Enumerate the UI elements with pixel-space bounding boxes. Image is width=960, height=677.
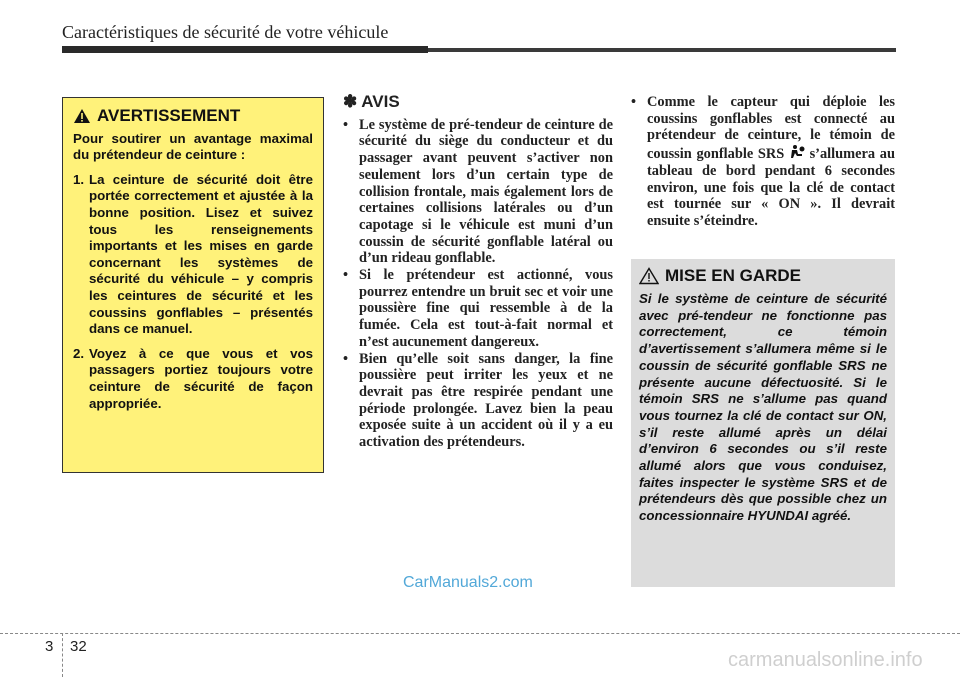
srs-column: [631, 94, 895, 230]
warning-triangle-icon: [73, 108, 91, 124]
warning-item-text: Voyez à ce que vous et vos passagers portiez toujours votre ceinture de sécurité de façon appropriée.: [89, 345, 313, 411]
warning-item-number: 1.: [73, 171, 85, 187]
bullet-icon: •: [343, 350, 349, 367]
notice-bullet-text: Bien qu’elle soit sans danger, la fine poussière peut irriter les yeux et ne devrait pas être respirée pendant une période prolongée. Lavez bien la peau exposée suite à un accident où il y a eu activation des prétendeurs.: [359, 350, 613, 451]
notice-bullet-text: Si le prétendeur est actionné, vous pourrez entendre un bruit sec et voir une poussière fine qui ressemble à de la fumée. Cela est tout-à-fait normal et n’est aucunement dangereux.: [359, 267, 613, 350]
page-header-title: Caractéristiques de sécurité de votre véhicule: [62, 22, 389, 42]
caution-title: MISE EN GARDE: [665, 265, 802, 285]
bullet-icon: •: [343, 116, 349, 133]
warning-title: AVERTISSEMENT: [97, 106, 241, 125]
asterisk-icon: ✽: [343, 92, 358, 111]
footer-rule: [0, 633, 960, 634]
caution-triangle-icon: [639, 267, 659, 285]
srs-text-before: Comme le capteur qui déploie les coussins gonflables est connecté au prétendeur de ceinture, le témoin de coussin gonflable SRS: [647, 94, 895, 163]
watermark-link[interactable]: CarManuals2.com: [403, 574, 533, 591]
notice-bullet: [343, 267, 613, 351]
srs-bullet: [631, 94, 895, 230]
notice-bullet: [343, 117, 613, 267]
notice-title: AVIS: [361, 92, 400, 111]
header-rule-accent: [62, 46, 428, 53]
warning-intro: Pour soutirer un avantage maximal du prétendeur de ceinture :: [73, 130, 313, 163]
warning-item: [73, 172, 313, 338]
notice-bullet-text: Le système de pré-tendeur de ceinture de sécurité du siège du conducteur et du passager avant peuvent s’activer non seulement lors d’un certain type de collision frontale, mais également lors de certaines collisions latérales ou d’un capotage si le véhicule est muni d’un coussin de sécurité gonflable latéral ou d’un rideau gonflable.: [359, 116, 613, 267]
chapter-number: 3: [45, 638, 54, 655]
warning-item: [73, 346, 313, 412]
warning-box: [62, 97, 324, 473]
footer-divider: [62, 633, 63, 677]
caution-box: [631, 259, 895, 587]
warning-item-number: 2.: [73, 345, 85, 361]
bullet-icon: •: [631, 94, 637, 110]
bullet-icon: •: [343, 267, 349, 284]
warning-heading: [73, 108, 313, 125]
notice-bullet: [343, 351, 613, 451]
srs-text-after: s’allumera au tableau de bord pendant 6 secondes environ, une fois que la clé de contact est tournée sur « ON ». Il devrait ensuite s’éteindre.: [647, 146, 895, 229]
caution-heading: [639, 267, 887, 285]
caution-text: Si le système de ceinture de sécurité avec pré-tendeur ne fonctionne pas correctement, ce témoin d’avertissement s’allumera même si le coussin de sécurité gonflable SRS ne présente aucune défectuosité. Si le témoin SRS ne s’allume pas quand vous tournez la clé de contact sur ON, s’il reste allumé après un délai d’environ 6 secondes ou s’il reste allumé alors que vous conduisez, faites inspecter le système SRS et de prétendeurs dès que possible chez un concessionnaire HYUNDAI agréé.: [639, 291, 887, 524]
warning-item-text: La ceinture de sécurité doit être portée correctement et ajustée à la bonne position. Lisez et suivez tous les renseignements importants et les mises en garde concernant les systèmes de sécurité du véhicule – y compris les ceintures de sécurité et les coussins gonflables – présentés dans ce manuel.: [89, 171, 313, 337]
airbag-warning-icon: [789, 144, 805, 160]
notice-heading: [343, 94, 613, 111]
page-number: 32: [70, 638, 87, 655]
footer-site-watermark: carmanualsonline.info: [728, 649, 923, 671]
notice-column: [343, 94, 613, 451]
srs-bullet-text: [647, 94, 895, 230]
